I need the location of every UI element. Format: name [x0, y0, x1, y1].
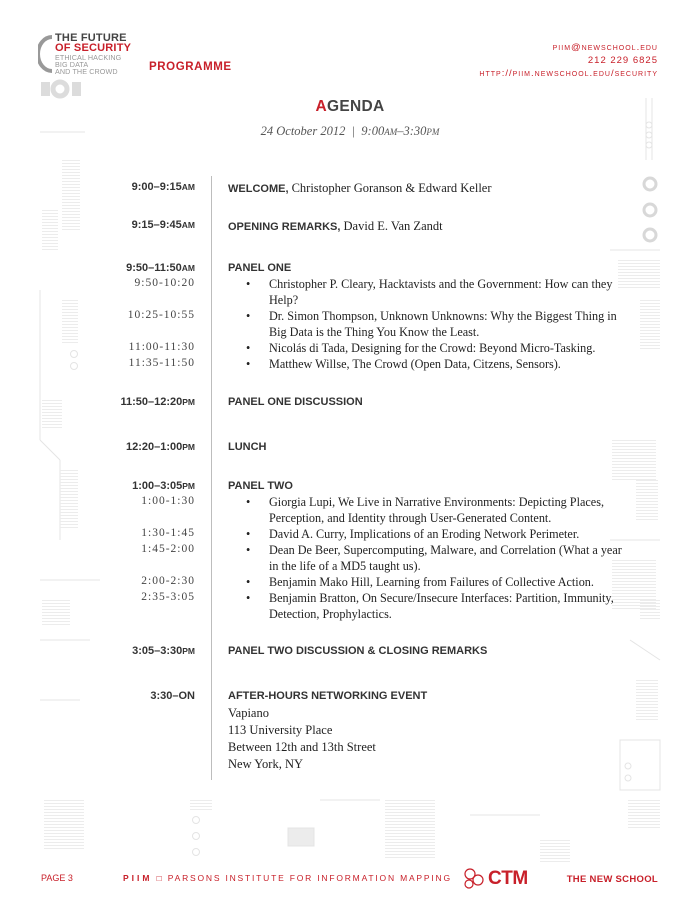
slot-time: 3:30–ON	[150, 690, 195, 702]
panel-one-talk: • Matthew Willse, The Crowd (Open Data, Citzens, Sensors).	[246, 357, 561, 371]
slot-time: 9:50–11:50AM	[126, 262, 195, 274]
agenda-date: 24 October 2012	[260, 124, 346, 138]
slot-title: PANEL TWO	[228, 480, 293, 492]
page-number: PAGE 3	[41, 873, 73, 883]
new-school-wordmark: THE NEW SCHOOL	[566, 874, 658, 885]
panel-one-talk: • Christopher P. Cleary, Hacktavists and the Government: How can they Help?	[246, 277, 613, 307]
panel-two-talk: • David A. Curry, Implications of an Eroding Network Perimeter.	[246, 527, 580, 541]
panel-two-subtime: 2:35-3:05	[141, 591, 195, 603]
panel-two-subtime: 1:00-1:30	[141, 495, 195, 507]
ctm-wordmark: CTM	[488, 868, 528, 889]
bullet: •	[246, 341, 251, 355]
bullet: •	[246, 357, 251, 371]
slot-title: PANEL ONE	[228, 262, 292, 274]
panel-one-subtime: 11:00-11:30	[128, 341, 195, 353]
agenda-title	[0, 98, 700, 116]
slot-time: 1:00–3:05PM	[132, 480, 195, 492]
panel-two-talk: • Dean De Beer, Supercomputing, Malware, and Correlation (What a year in the life of a MD5 taught us).	[246, 543, 622, 573]
venue-address	[228, 705, 376, 773]
panel-one-subtime: 9:50-10:20	[134, 277, 195, 289]
logo-bracket-icon	[38, 35, 54, 73]
logo-title-line2: OF SECURITY	[55, 42, 132, 54]
logo-subtitle-2: BIG DATA	[55, 60, 89, 69]
bullet: •	[246, 495, 251, 509]
panel-two-subtime: 1:30-1:45	[141, 527, 195, 539]
square-glyph: □	[156, 873, 164, 883]
future-of-security-logo	[38, 33, 138, 75]
section-label: PROGRAMME	[149, 61, 232, 73]
slot-time: 3:05–3:30PM	[132, 645, 195, 657]
agenda-date-line	[0, 124, 700, 139]
slot-title: PANEL TWO DISCUSSION & CLOSING REMARKS	[228, 645, 488, 657]
piim-footer	[123, 873, 452, 883]
slot-title: WELCOME, Christopher Goranson & Edward Keller	[228, 181, 492, 195]
panel-one-subtime: 11:35-11:50	[128, 357, 195, 369]
bullet: •	[246, 527, 251, 541]
timeline-divider	[211, 176, 212, 780]
logo-subtitle-3: AND THE CROWD	[55, 67, 118, 76]
slot-title: OPENING REMARKS, David E. Van Zandt	[228, 219, 443, 233]
ctm-logo	[462, 864, 526, 892]
panel-two-subtime: 2:00-2:30	[141, 575, 195, 587]
agenda-time-end: 3:30	[403, 124, 427, 138]
venue-street: 113 University Place	[228, 723, 333, 737]
venue-cross-streets: Between 12th and 13th Street	[228, 740, 376, 754]
slot-time: 9:15–9:45AM	[131, 219, 195, 231]
agenda-time-end-ampm: pm	[426, 124, 440, 138]
panel-two-talk: • Giorgia Lupi, We Live in Narrative Environments: Depicting Places, Perception, and Identity through User-Generated Content.	[246, 495, 604, 525]
panel-one-talk: • Dr. Simon Thompson, Unknown Unknowns: Why the Biggest Thing in Big Data is the Thing You Know the Least.	[246, 309, 617, 339]
piim-full-name: PARSONS INSTITUTE FOR INFORMATION MAPPING	[167, 873, 452, 883]
contact-phone: 212 229 6825	[587, 55, 658, 66]
panel-two-subtime: 1:45-2:00	[141, 543, 195, 555]
logo-subtitle-1: ETHICAL HACKING	[55, 53, 122, 62]
bullet: •	[246, 575, 251, 589]
piim-acronym: PIIM	[123, 873, 153, 883]
contact-url[interactable]: http://piim.newschool.edu/security	[479, 68, 658, 79]
contact-email[interactable]: piim@newschool.edu	[552, 42, 658, 53]
agenda-time-start-ampm: am	[384, 124, 398, 138]
slot-time: 11:50–12:20PM	[120, 396, 195, 408]
slot-time: 12:20–1:00PM	[125, 441, 195, 453]
slot-title: PANEL ONE DISCUSSION	[228, 396, 363, 408]
panel-two-talk: • Benjamin Mako Hill, Learning from Failures of Collective Action.	[246, 575, 594, 589]
bullet: •	[246, 309, 251, 323]
slot-speakers: David E. Van Zandt	[343, 219, 443, 233]
bullet: •	[246, 543, 251, 557]
panel-two-talk: • Benjamin Bratton, On Secure/Insecure Interfaces: Partition, Immunity, Detection, Prophylactics.	[246, 591, 614, 621]
venue-name: Vapiano	[228, 706, 269, 720]
slot-title: AFTER-HOURS NETWORKING EVENT	[228, 690, 428, 702]
logo-title-line1: THE FUTURE	[55, 32, 127, 44]
bullet: •	[246, 277, 251, 291]
panel-one-talk: • Nicolás di Tada, Designing for the Crowd: Beyond Micro-Tasking.	[246, 341, 596, 355]
agenda-time-start: 9:00	[361, 124, 385, 138]
slot-title: LUNCH	[228, 441, 267, 453]
agenda-time-dash: –	[397, 124, 404, 138]
panel-one-subtime: 10:25-10:55	[127, 309, 195, 321]
bullet: •	[246, 591, 251, 605]
ctm-emblem-icon	[462, 866, 488, 890]
slot-speakers: Christopher Goranson & Edward Keller	[291, 181, 492, 195]
contact-block	[479, 41, 658, 80]
venue-city: New York, NY	[228, 757, 304, 771]
slot-time: 9:00–9:15AM	[131, 181, 195, 193]
agenda-title-rest: GENDA	[327, 98, 385, 115]
date-separator: |	[351, 124, 356, 138]
agenda-title-initial: A	[315, 98, 327, 115]
